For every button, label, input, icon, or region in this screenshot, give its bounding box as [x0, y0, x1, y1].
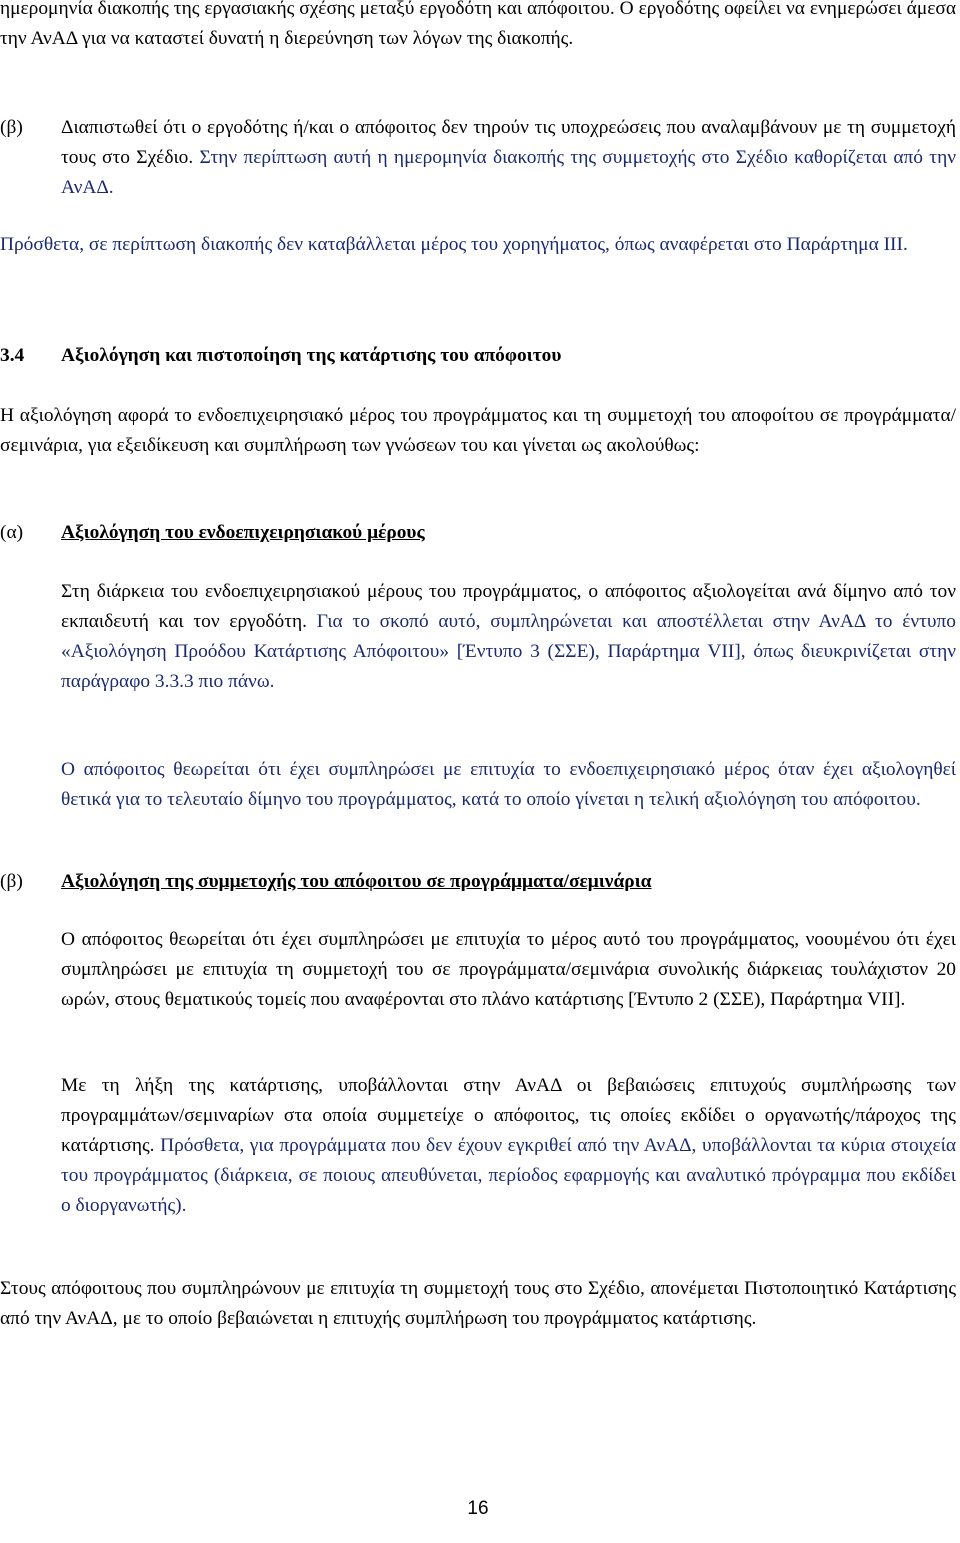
paragraph-termination-date: ημερομηνία διακοπής της εργασιακής σχέσης μεταξύ εργοδότη και απόφοιτου. Ο εργοδότης οφείλει να ενημερώσει άμεσα την ΑνΑΔ για να καταστεί δυνατή η διερεύνηση των λόγων της διακοπής.	[0, 0, 956, 49]
bimonthly-evaluation-blue-text: Για το σκοπό αυτό, συμπληρώνεται και αποστέλλεται στην ΑνΑΔ το έντυπο «Αξιολόγηση Προόδου Κατάρτισης Απόφοιτου» [Έντυπο 3 (ΣΣΕ), Παράρτημα VII], όπως διευκρινίζεται στην παράγραφο 3.3.3 πιο πάνω.	[61, 611, 956, 692]
paragraph-training-certificate: Στους απόφοιτους που συμπληρώνουν με επιτυχία τη συμμετοχή τους στο Σχέδιο, απονέμεται Πιστοποιητικό Κατάρτισης από την ΑνΑΔ, με το οποίο βεβαιώνεται η επιτυχής συμπλήρωση του προγράμματος κατάρτισης.	[0, 1278, 956, 1329]
section-title: Αξιολόγηση και πιστοποίηση της κατάρτισης του απόφοιτου	[61, 345, 562, 366]
heading-seminar-participation: Αξιολόγηση της συμμετοχής του απόφοιτου σε προγράμματα/σεμινάρια	[61, 871, 652, 892]
list-label-beta-2: (β)	[0, 871, 23, 892]
paragraph-beta-obligations	[61, 113, 956, 203]
list-label-beta-1: (β)	[0, 117, 23, 138]
beta-obligations-blue-text: Στην περίπτωση αυτή η ημερομηνία διακοπής της συμμετοχής στο Σχέδιο καθορίζεται από την ΑνΑΔ.	[61, 147, 956, 198]
section-number: 3.4	[0, 345, 25, 366]
certificates-submission-blue-text: Πρόσθετα, για προγράμματα που δεν έχουν εγκριθεί από την ΑνΑΔ, υποβάλλονται τα κύρια στοιχεία του προγράμματος (διάρκεια, σε ποιους απευθύνεται, περίοδος εφαρμογής και αναλυτικό πρόγραμμα που εκδίδει ο διοργανωτής).	[61, 1135, 956, 1216]
paragraph-seminar-requirements: Ο απόφοιτος θεωρείται ότι έχει συμπληρώσει με επιτυχία το μέρος αυτό του προγράμματος, νοουμένου ότι έχει συμπληρώσει με επιτυχία τη συμμετοχή του σε προγράμματα/σεμινάρια συνολικής διάρκειας τουλάχιστον 20 ωρών, στους θεματικούς τομείς που αναφέρονται στο πλάνο κατάρτισης [Έντυπο 2 (ΣΣΕ), Παράρτημα VII].	[61, 929, 956, 1010]
paragraph-evaluation-intro: Η αξιολόγηση αφορά το ενδοεπιχειρησιακό μέρος του προγράμματος και τη συμμετοχή του αποφοίτου σε προγράμματα/σεμινάρια, για εξειδίκευση και συμπλήρωση των γνώσεων του και γίνεται ως ακολούθως:	[0, 405, 956, 456]
paragraph-successful-completion: Ο απόφοιτος θεωρείται ότι έχει συμπληρώσει με επιτυχία το ενδοεπιχειρησιακό μέρος όταν έχει αξιολογηθεί θετικά για το τελευταίο δίμηνο του προγράμματος, κατά το οποίο γίνεται η τελική αξιολόγηση του απόφοιτου.	[61, 759, 956, 810]
certificates-submission-text: Με τη λήξη της κατάρτισης, υποβάλλονται στην ΑνΑΔ οι βεβαιώσεις επιτυχούς συμπλήρωσης των προγραμμάτων/σεμιναρίων στα οποία συμμετείχε ο απόφοιτος, τις οποίες εκδίδει ο οργανωτής/πάροχος της κατάρτισης.	[61, 1075, 956, 1156]
heading-in-company-evaluation: Αξιολόγηση του ενδοεπιχειρησιακού μέρους	[61, 522, 425, 543]
beta-obligations-text: Διαπιστωθεί ότι ο εργοδότης ή/και ο απόφοιτος δεν τηρούν τις υποχρεώσεις που αναλαμβάνουν με τη συμμετοχή τους στο Σχέδιο.	[61, 117, 956, 168]
page-number: 16	[467, 1498, 489, 1519]
bimonthly-evaluation-text: Στη διάρκεια του ενδοεπιχειρησιακού μέρους του προγράμματος, ο απόφοιτος αξιολογείται ανά δίμηνο από τον εκπαιδευτή και τον εργοδότη.	[61, 581, 956, 632]
list-label-alpha: (α)	[0, 522, 24, 543]
paragraph-bimonthly-evaluation	[61, 577, 956, 697]
paragraph-grant-portion: Πρόσθετα, σε περίπτωση διακοπής δεν καταβάλλεται μέρος του χορηγήματος, όπως αναφέρεται στο Παράρτημα ΙΙΙ.	[0, 234, 908, 255]
paragraph-certificates-submission	[61, 1071, 956, 1221]
